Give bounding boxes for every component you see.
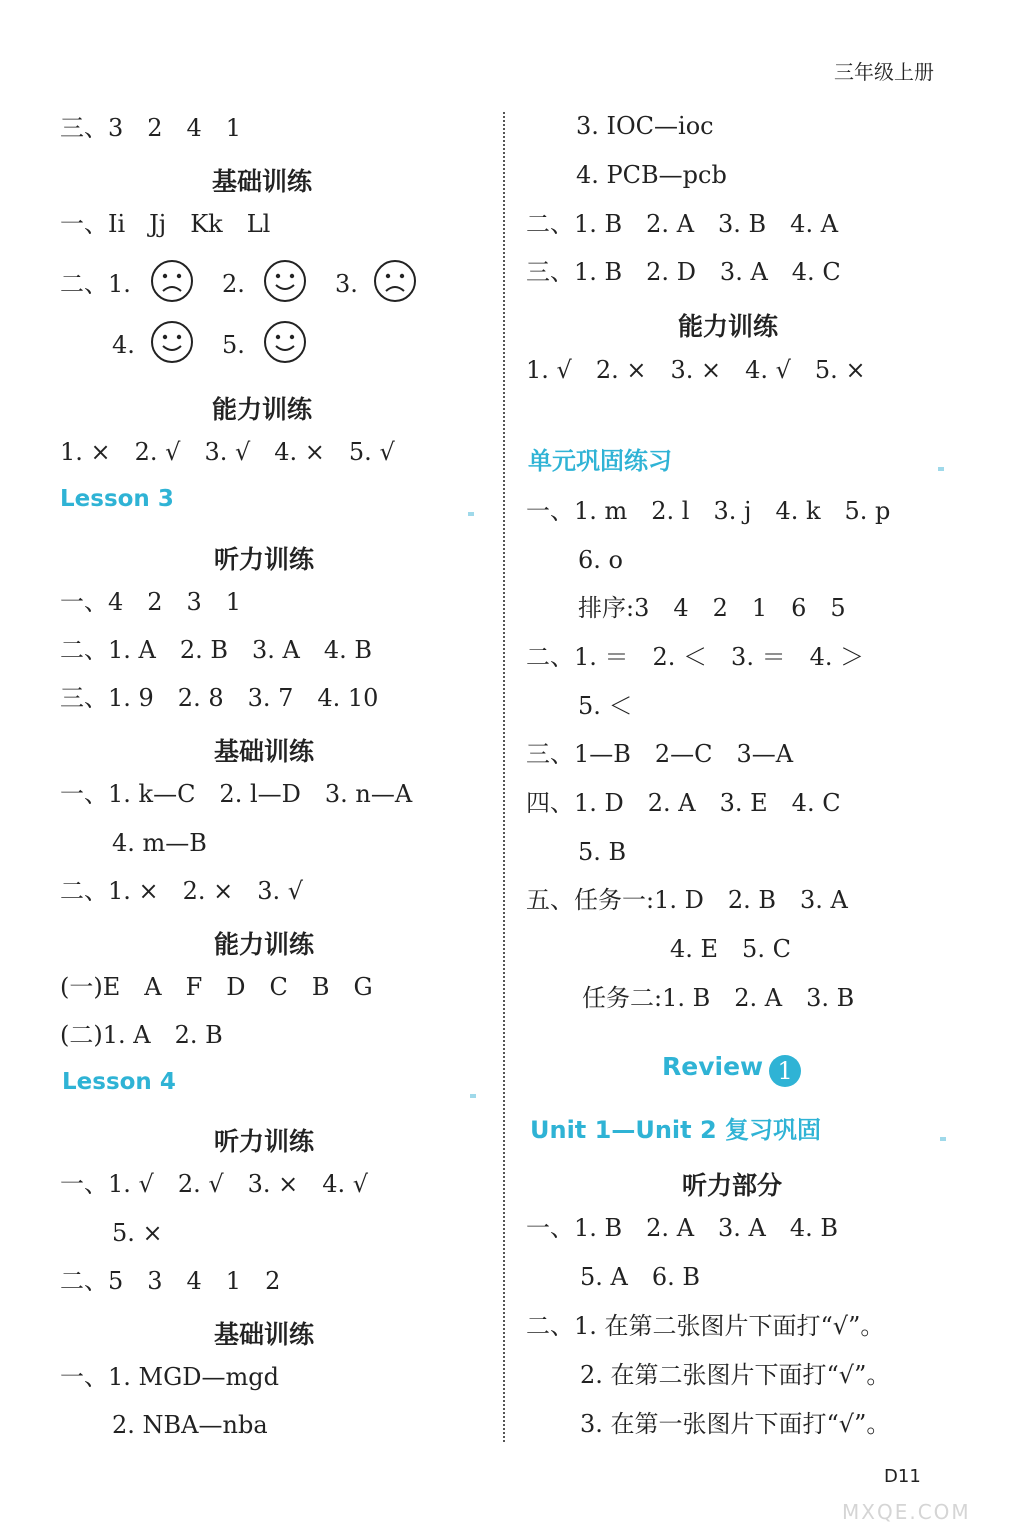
- happy-face-icon: [263, 320, 307, 364]
- answer-line: 一、Ii Jj Kk Ll: [60, 210, 271, 238]
- answer-line: 1. √ 2. × 3. × 4. √ 5. ×: [526, 356, 866, 384]
- answer-line: 二、1.: [60, 270, 131, 298]
- unit-review-title: Unit 1—Unit 2 复习巩固: [530, 1116, 822, 1144]
- sad-face-icon: [373, 259, 417, 303]
- review-title: [662, 1052, 801, 1087]
- answer-line: 一、1. k—C 2. l—D 3. n—A: [60, 780, 413, 808]
- section-heading: 基础训练: [214, 1320, 315, 1349]
- section-heading: 能力训练: [212, 395, 313, 424]
- answer-line: 一、1. √ 2. √ 3. × 4. √: [60, 1170, 369, 1198]
- review-number-badge: 1: [769, 1055, 801, 1087]
- decor-dot: [940, 1137, 946, 1141]
- answer-line: 4.: [112, 331, 135, 359]
- answer-line: 5.: [222, 331, 245, 359]
- answer-line: 一、4 2 3 1: [60, 588, 242, 616]
- column-divider: [503, 112, 505, 1442]
- answer-line: 二、1. B 2. A 3. B 4. A: [526, 210, 839, 238]
- answer-line: 二、1. × 2. × 3. √: [60, 877, 304, 905]
- answer-line: 三、1. B 2. D 3. A 4. C: [526, 258, 841, 286]
- answer-line: 五、任务一:1. D 2. B 3. A: [526, 886, 848, 914]
- answer-line: 排序:3 4 2 1 6 5: [578, 594, 846, 622]
- lesson-title: Lesson 3: [60, 486, 174, 512]
- page-number: D11: [884, 1466, 921, 1487]
- answer-line: 3. IOC—ioc: [576, 112, 714, 140]
- grade-label: 三年级上册: [834, 60, 934, 84]
- answer-line: 3. 在第一张图片下面打“√”。: [580, 1410, 891, 1438]
- answer-line: 二、5 3 4 1 2: [60, 1267, 281, 1295]
- decor-dot: [470, 1094, 476, 1098]
- answer-line: 5. ＜: [578, 692, 633, 720]
- answer-line: (一)E A F D C B G: [60, 973, 373, 1001]
- decor-dot: [938, 467, 944, 471]
- answer-line: 2. NBA—nba: [112, 1411, 268, 1439]
- answer-line: 一、1. MGD—mgd: [60, 1363, 279, 1391]
- unit-practice-title: 单元巩固练习: [528, 447, 672, 475]
- answer-line: 5. A 6. B: [580, 1263, 701, 1291]
- sad-face-icon: [150, 259, 194, 303]
- watermark: MXQE.COM: [842, 1500, 971, 1524]
- section-heading: 听力训练: [214, 545, 315, 574]
- answer-line: 5. ×: [112, 1219, 163, 1247]
- answer-line: 一、1. m 2. l 3. j 4. k 5. p: [526, 497, 891, 525]
- answer-line: 任务二:1. B 2. A 3. B: [582, 984, 855, 1012]
- lesson-title: Lesson 4: [62, 1069, 176, 1095]
- section-heading: 基础训练: [214, 737, 315, 766]
- answer-line: 三、1. 9 2. 8 3. 7 4. 10: [60, 684, 379, 712]
- happy-face-icon: [263, 259, 307, 303]
- answer-line: 5. B: [578, 838, 627, 866]
- answer-line: 三、3 2 4 1: [60, 114, 242, 142]
- answer-line: 四、1. D 2. A 3. E 4. C: [526, 789, 841, 817]
- section-heading: 听力部分: [682, 1171, 783, 1200]
- answer-line: 二、1. A 2. B 3. A 4. B: [60, 636, 373, 664]
- answer-line: 一、1. B 2. A 3. A 4. B: [526, 1214, 839, 1242]
- section-heading: 基础训练: [212, 167, 313, 196]
- happy-face-icon: [150, 320, 194, 364]
- answer-line: 4. m—B: [112, 829, 207, 857]
- answer-line: 2.: [222, 270, 245, 298]
- answer-line: 3.: [335, 270, 358, 298]
- answer-line: 4. PCB—pcb: [576, 161, 727, 189]
- answer-line: 2. 在第二张图片下面打“√”。: [580, 1361, 891, 1389]
- section-heading: 能力训练: [214, 930, 315, 959]
- answer-line: 4. E 5. C: [670, 935, 791, 963]
- section-heading: 能力训练: [678, 312, 779, 341]
- answer-line: 二、1. 在第二张图片下面打“√”。: [526, 1312, 885, 1340]
- answer-line: 6. o: [578, 546, 623, 574]
- decor-dot: [468, 512, 474, 516]
- answer-line: 二、1. ＝ 2. ＜ 3. ＝ 4. ＞: [526, 643, 865, 671]
- section-heading: 听力训练: [214, 1127, 315, 1156]
- answer-line: 1. × 2. √ 3. √ 4. × 5. √: [60, 438, 395, 466]
- review-label: Review: [662, 1052, 764, 1081]
- answer-line: 三、1—B 2—C 3—A: [526, 740, 794, 768]
- answer-line: (二)1. A 2. B: [60, 1021, 223, 1049]
